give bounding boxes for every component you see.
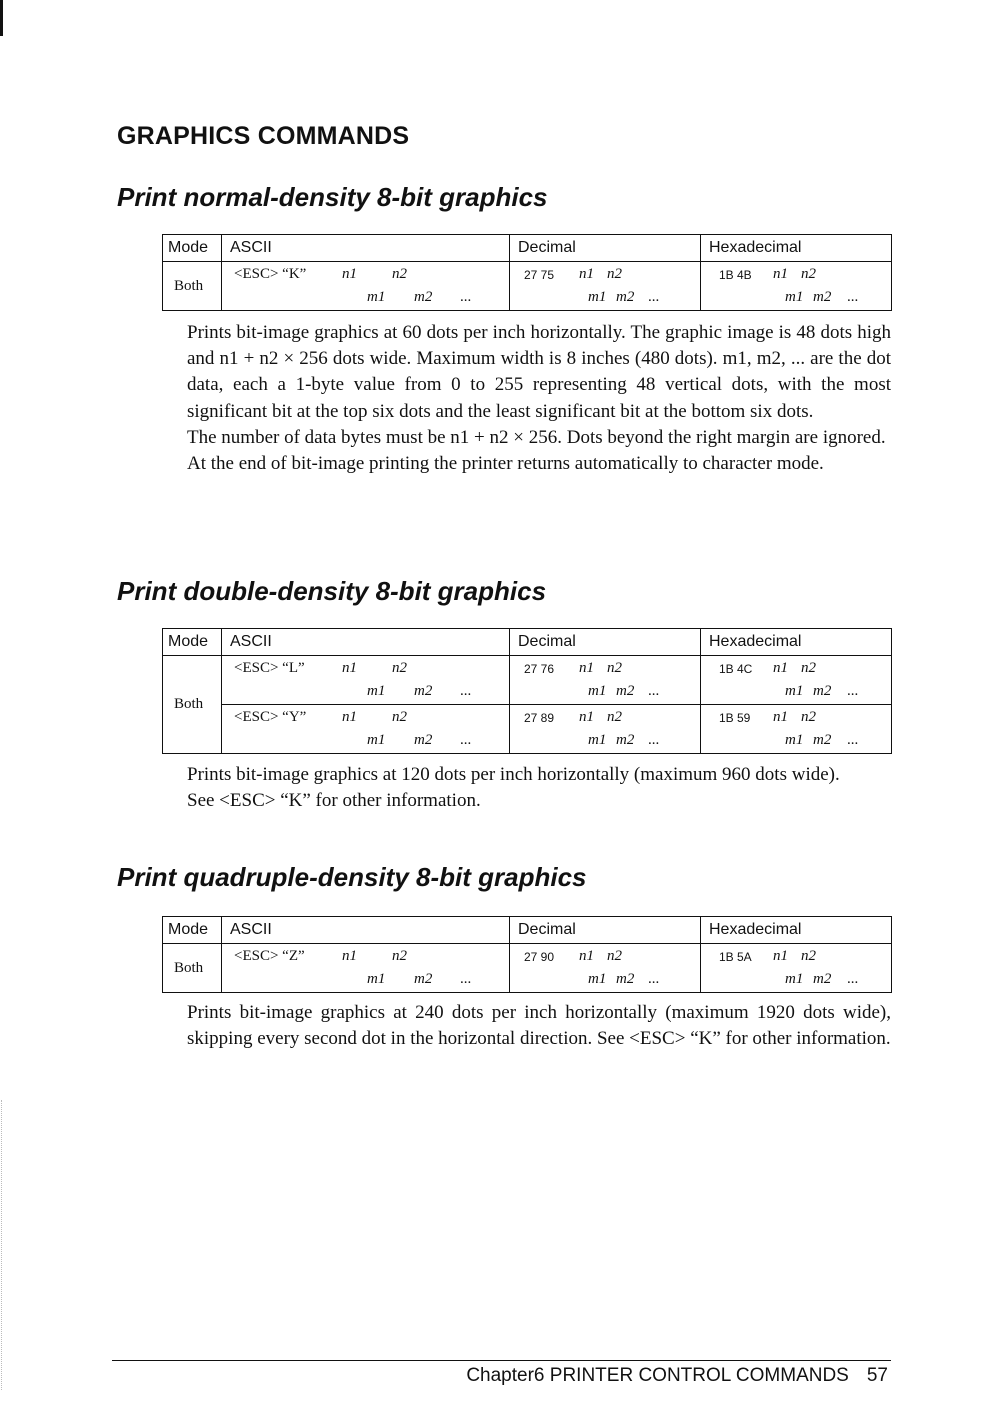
command-title-normal-density: Print normal-density 8-bit graphics <box>117 182 548 212</box>
hex-cell <box>701 705 892 754</box>
header-hex: Hexadecimal <box>701 235 892 262</box>
param-n1: n1 <box>342 266 357 282</box>
description-double-density <box>187 762 891 814</box>
param-m1: m1 <box>588 971 607 987</box>
decimal-cell <box>510 262 701 311</box>
ascii-code: <ESC> “L” <box>234 660 305 676</box>
decimal-code: 27 76 <box>524 662 555 676</box>
table-header-row <box>163 917 892 944</box>
param-n2: n2 <box>607 709 622 725</box>
param-ellipsis: ... <box>648 683 660 699</box>
header-hex: Hexadecimal <box>701 917 892 944</box>
param-m2: m2 <box>414 732 433 748</box>
param-ellipsis: ... <box>648 732 660 748</box>
header-ascii: ASCII <box>222 629 510 656</box>
param-n2: n2 <box>801 266 816 282</box>
hex-cell <box>701 262 892 311</box>
param-n1: n1 <box>579 709 594 725</box>
hex-cell <box>701 944 892 993</box>
param-ellipsis: ... <box>648 289 660 305</box>
param-n2: n2 <box>392 660 407 676</box>
header-mode: Mode <box>163 235 222 262</box>
table-row <box>163 705 892 754</box>
section-title: GRAPHICS COMMANDS <box>117 122 410 150</box>
param-n2: n2 <box>607 948 622 964</box>
param-m1: m1 <box>785 971 804 987</box>
description-quadruple-density <box>187 1000 891 1052</box>
page-number: 57 <box>866 1365 888 1386</box>
param-ellipsis: ... <box>847 289 859 305</box>
decimal-cell <box>510 656 701 705</box>
decimal-code: 27 75 <box>524 268 555 282</box>
param-m1: m1 <box>588 289 607 305</box>
param-n2: n2 <box>801 948 816 964</box>
param-n2: n2 <box>392 709 407 725</box>
param-n2: n2 <box>801 660 816 676</box>
ascii-cell <box>222 705 510 754</box>
mode-cell: Both <box>163 656 222 754</box>
header-ascii: ASCII <box>222 917 510 944</box>
param-m1: m1 <box>588 732 607 748</box>
param-m2: m2 <box>616 971 635 987</box>
table-header-row <box>163 629 892 656</box>
param-n1: n1 <box>579 948 594 964</box>
param-m2: m2 <box>414 971 433 987</box>
param-m2: m2 <box>414 683 433 699</box>
param-n2: n2 <box>392 948 407 964</box>
hex-code: 1B 5A <box>719 950 752 964</box>
param-n1: n1 <box>579 660 594 676</box>
param-m1: m1 <box>367 289 386 305</box>
header-mode: Mode <box>163 917 222 944</box>
param-n2: n2 <box>607 266 622 282</box>
param-ellipsis: ... <box>460 683 472 699</box>
command-title-double-density: Print double-density 8-bit graphics <box>117 576 547 606</box>
param-m1: m1 <box>367 971 386 987</box>
paragraph: Prints bit-image graphics at 120 dots per inch horizontally (maximum 960 dots wide). <box>187 764 840 785</box>
decimal-cell <box>510 705 701 754</box>
command-table-quadruple-density <box>162 916 892 993</box>
ascii-code: <ESC> “Z” <box>234 948 305 964</box>
param-n1: n1 <box>342 660 357 676</box>
param-m2: m2 <box>813 971 832 987</box>
paragraph: See <ESC> “K” for other information. <box>187 790 481 812</box>
paragraph: Prints bit-image graphics at 60 dots per inch horizontally. The graphic image is 48 dots high and n1 + n2 × 256 dots wide. Maximum width is 8 inches (480 dots). m1, m2, ... are the dot data, each a 1-byte value from 0 to 255 representing 48 vertical dots, with the most significant bit at the top six dots and the least significant bit at the bottom six dots. <box>187 322 891 422</box>
param-m1: m1 <box>785 289 804 305</box>
param-n1: n1 <box>579 266 594 282</box>
param-n1: n1 <box>773 660 788 676</box>
mode-cell: Both <box>163 944 222 993</box>
param-ellipsis: ... <box>460 289 472 305</box>
table-row <box>163 262 892 311</box>
description-normal-density <box>187 320 891 477</box>
mode-cell: Both <box>163 262 222 311</box>
page-footer <box>466 1365 888 1387</box>
param-ellipsis: ... <box>847 971 859 987</box>
header-decimal: Decimal <box>510 917 701 944</box>
param-m1: m1 <box>367 732 386 748</box>
param-m2: m2 <box>813 683 832 699</box>
param-ellipsis: ... <box>460 971 472 987</box>
hex-code: 1B 59 <box>719 711 751 725</box>
command-table-double-density <box>162 628 892 754</box>
header-ascii: ASCII <box>222 235 510 262</box>
param-m2: m2 <box>616 289 635 305</box>
param-n2: n2 <box>607 660 622 676</box>
param-ellipsis: ... <box>460 732 472 748</box>
table-row <box>163 944 892 993</box>
ascii-cell <box>222 262 510 311</box>
param-m1: m1 <box>785 732 804 748</box>
paragraph: Prints bit-image graphics at 240 dots per inch horizontally (maximum 1920 dots wide), skipping every second dot in the horizontal direction. See <ESC> “K” for other information. <box>187 1002 891 1050</box>
ascii-code: <ESC> “Y” <box>234 709 307 725</box>
param-m2: m2 <box>414 289 433 305</box>
param-m2: m2 <box>616 732 635 748</box>
footer-chapter: Chapter6 PRINTER CONTROL COMMANDS <box>466 1365 849 1386</box>
decimal-cell <box>510 944 701 993</box>
hex-cell <box>701 656 892 705</box>
param-ellipsis: ... <box>847 683 859 699</box>
command-table-normal-density <box>162 234 892 311</box>
ascii-code: <ESC> “K” <box>234 266 307 282</box>
header-hex: Hexadecimal <box>701 629 892 656</box>
decimal-code: 27 89 <box>524 711 555 725</box>
param-m1: m1 <box>785 683 804 699</box>
paragraph: The number of data bytes must be n1 + n2 × 256. Dots beyond the right margin are ignored. <box>187 426 886 448</box>
header-mode: Mode <box>163 629 222 656</box>
param-n1: n1 <box>342 948 357 964</box>
param-n1: n1 <box>773 948 788 964</box>
hex-code: 1B 4B <box>719 268 752 282</box>
param-m2: m2 <box>616 683 635 699</box>
ascii-cell <box>222 656 510 705</box>
param-n2: n2 <box>801 709 816 725</box>
header-decimal: Decimal <box>510 235 701 262</box>
footer-rule <box>112 1360 891 1361</box>
ascii-cell <box>222 944 510 993</box>
header-decimal: Decimal <box>510 629 701 656</box>
command-title-quadruple-density: Print quadruple-density 8-bit graphics <box>117 862 587 892</box>
param-n1: n1 <box>773 709 788 725</box>
decimal-code: 27 90 <box>524 950 555 964</box>
scan-edge <box>1 1100 2 1390</box>
param-m2: m2 <box>813 732 832 748</box>
param-m1: m1 <box>588 683 607 699</box>
param-ellipsis: ... <box>847 732 859 748</box>
param-m2: m2 <box>813 289 832 305</box>
edge-mark <box>0 0 3 36</box>
paragraph: At the end of bit-image printing the printer returns automatically to character mode. <box>187 453 824 475</box>
table-header-row <box>163 235 892 262</box>
param-n2: n2 <box>392 266 407 282</box>
param-m1: m1 <box>367 683 386 699</box>
hex-code: 1B 4C <box>719 662 753 676</box>
param-n1: n1 <box>773 266 788 282</box>
param-n1: n1 <box>342 709 357 725</box>
param-ellipsis: ... <box>648 971 660 987</box>
table-row <box>163 656 892 705</box>
